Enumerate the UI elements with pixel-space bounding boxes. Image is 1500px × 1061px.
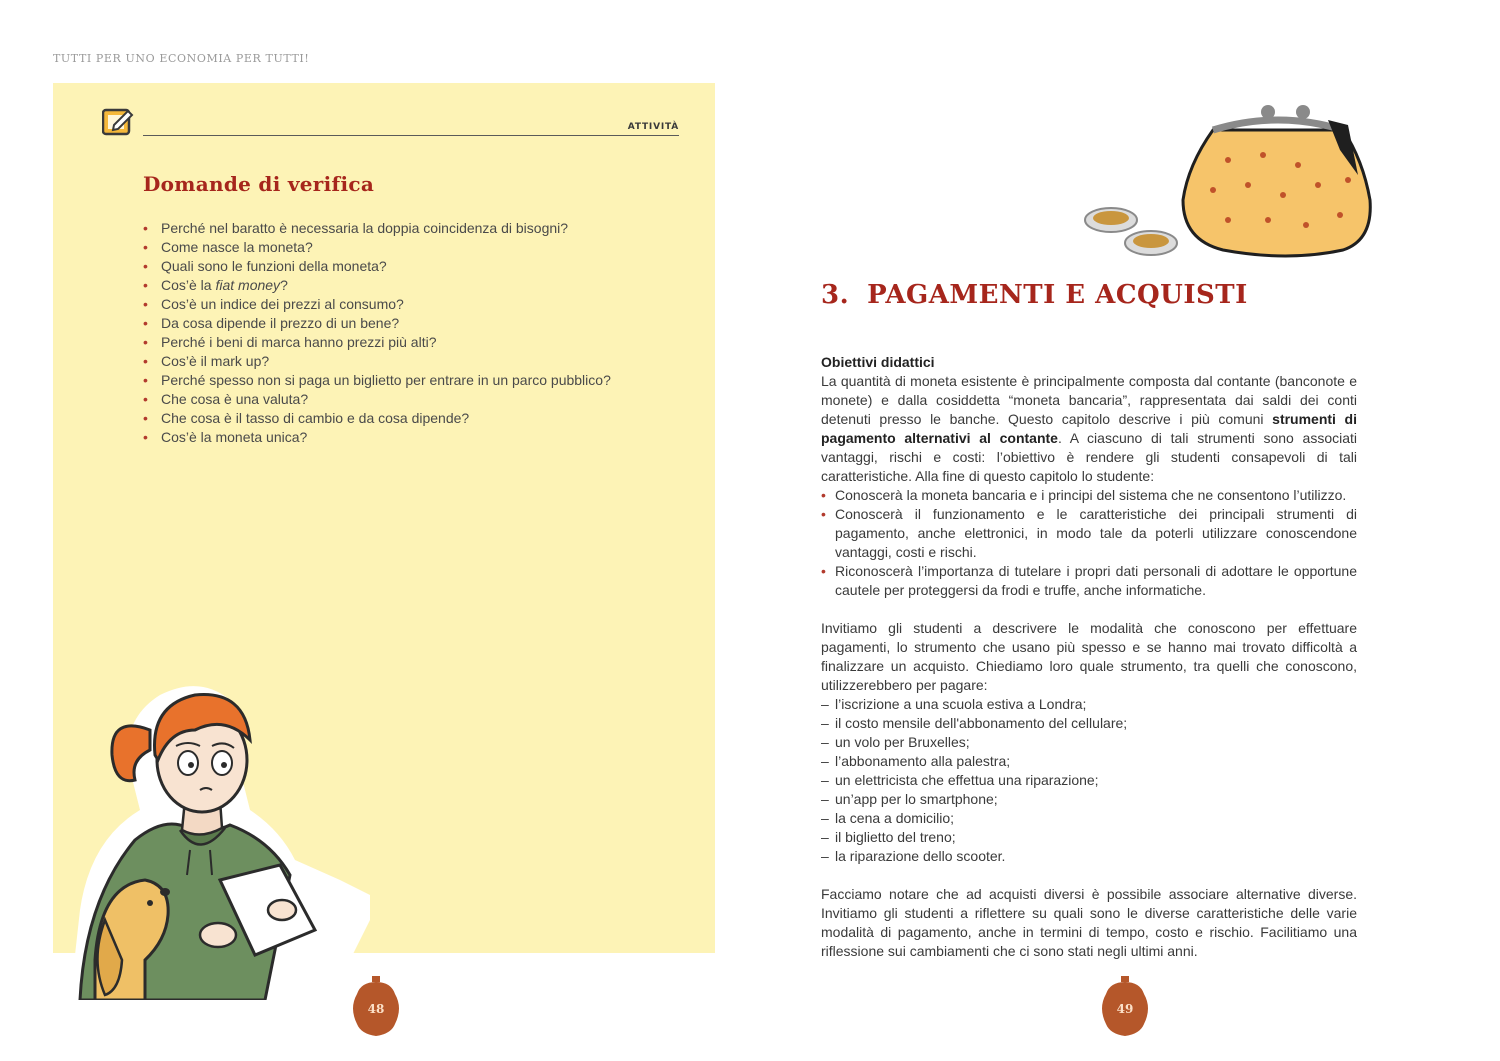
question-text: Come nasce la moneta? xyxy=(161,239,313,255)
question-item xyxy=(143,409,683,428)
question-text: Cos’è la xyxy=(161,277,216,293)
example-item: – la riparazione dello scooter. xyxy=(821,847,1357,866)
intro-paragraph xyxy=(821,372,1357,486)
questions-title: Domande di verifica xyxy=(143,172,375,196)
examples-list xyxy=(821,695,1357,866)
example-item: – la cena a domicilio; xyxy=(821,809,1357,828)
example-item: – un volo per Bruxelles; xyxy=(821,733,1357,752)
example-item: – il costo mensile dell'abbonamento del cellulare; xyxy=(821,714,1357,733)
question-text: Perché nel baratto è necessaria la doppia coincidenza di bisogni? xyxy=(161,220,569,236)
running-head: TUTTI PER UNO ECONOMIA PER TUTTI! xyxy=(53,52,310,65)
page-number-left-wrap xyxy=(349,976,403,1038)
question-item xyxy=(143,371,683,390)
objective-item: • Riconoscerà l’importanza di tutelare i propri dati personali di adottare le opportune cautele per proteggersi da frodi e truffe, anche informatiche. xyxy=(821,562,1357,600)
coin-purse-illustration xyxy=(1078,90,1378,270)
objectives-heading: Obiettivi didattici xyxy=(821,354,935,370)
question-item xyxy=(143,428,683,447)
activity-divider xyxy=(143,135,679,136)
objective-item: • Conoscerà la moneta bancaria e i principi del sistema che ne consentono l’utilizzo. xyxy=(821,486,1357,505)
question-item xyxy=(143,314,683,333)
question-text: Da cosa dipende il prezzo di un bene? xyxy=(161,315,400,331)
intro-bold: strumenti di pagamento alternativi al contante xyxy=(821,411,1357,446)
example-item: – un elettricista che effettua una riparazione; xyxy=(821,771,1357,790)
example-item: – il biglietto del treno; xyxy=(821,828,1357,847)
objective-item: • Conoscerà il funzionamento e le caratteristiche dei principali strumenti di pagamento, anche elettronici, in modo tale da poterli utilizzare conoscendone vantaggi, costi e rischi. xyxy=(821,505,1357,562)
intro-text-2: . A ciascuno di tali strumenti sono associati vantaggi, rischi e costi: l’obiettivo è rendere gli studenti consapevoli di tali caratteristiche. Alla fine di questo capitolo lo studente: xyxy=(821,430,1358,484)
page-number-right-wrap xyxy=(1098,976,1152,1038)
chapter-title xyxy=(821,280,1248,310)
question-text: Cos’è la moneta unica? xyxy=(161,429,308,445)
question-item xyxy=(143,238,683,257)
question-text-end: ? xyxy=(280,277,288,293)
example-item: – l’abbonamento alla palestra; xyxy=(821,752,1357,771)
chapter-number: 3. xyxy=(821,280,850,310)
question-item xyxy=(143,276,683,295)
page-number-right: 49 xyxy=(1116,1002,1134,1016)
pencil-notepad-icon xyxy=(102,106,134,136)
invite-paragraph: Invitiamo gli studenti a descrivere le modalità che conoscono per effettuare pagamenti, lo strumento che usano più spesso e se hanno mai trovato difficoltà a finalizzare un acquisto. Chiediamo loro quale strumento, tra quelli che conoscono, utilizzerebbero per pagare: xyxy=(821,620,1357,693)
question-text: Cos’è un indice dei prezzi al consumo? xyxy=(161,296,404,312)
activity-label: ATTIVITÀ xyxy=(627,122,679,132)
question-text: Che cosa è una valuta? xyxy=(161,391,309,407)
question-text: Che cosa è il tasso di cambio e da cosa dipende? xyxy=(161,410,470,426)
intro-text-1: La quantità di moneta esistente è principalmente composta dal contante (banconote e monete) e dalla cosiddetta “moneta bancaria”, rappresentata dai saldi dei conti detenuti presso le banche. Questo capitolo descrive i più comuni xyxy=(821,373,1357,427)
question-text: Quali sono le funzioni della moneta? xyxy=(161,258,387,274)
page-number-left: 48 xyxy=(367,1002,385,1016)
objectives-list xyxy=(821,486,1357,600)
question-text: Cos’è il mark up? xyxy=(161,353,270,369)
example-item: – un’app per lo smartphone; xyxy=(821,790,1357,809)
closing-paragraph: Facciamo notare che ad acquisti diversi è possibile associare alternative diverse. Invitiamo gli studenti a riflettere su quali sono le diverse caratteristiche delle varie modalità di pagamento, anche in termini di tempo, costo e rischio. Facilitiamo una riflessione sui cambiamenti che ci sono stati negli ultimi anni. xyxy=(821,886,1357,959)
question-item xyxy=(143,333,683,352)
question-italic-term: fiat money xyxy=(215,277,281,293)
question-text: Perché spesso non si paga un biglietto per entrare in un parco pubblico? xyxy=(161,372,611,388)
questions-list xyxy=(143,219,683,447)
question-item xyxy=(143,295,683,314)
question-item xyxy=(143,352,683,371)
chapter-title-text: PAGAMENTI E ACQUISTI xyxy=(867,280,1248,310)
question-item xyxy=(143,257,683,276)
chapter-body xyxy=(821,353,1357,961)
question-text: Perché i beni di marca hanno prezzi più alti? xyxy=(161,334,437,350)
question-item xyxy=(143,390,683,409)
question-item xyxy=(143,219,683,238)
example-item: – l’iscrizione a una scuola estiva a Londra; xyxy=(821,695,1357,714)
girl-reading-illustration xyxy=(50,660,370,1000)
